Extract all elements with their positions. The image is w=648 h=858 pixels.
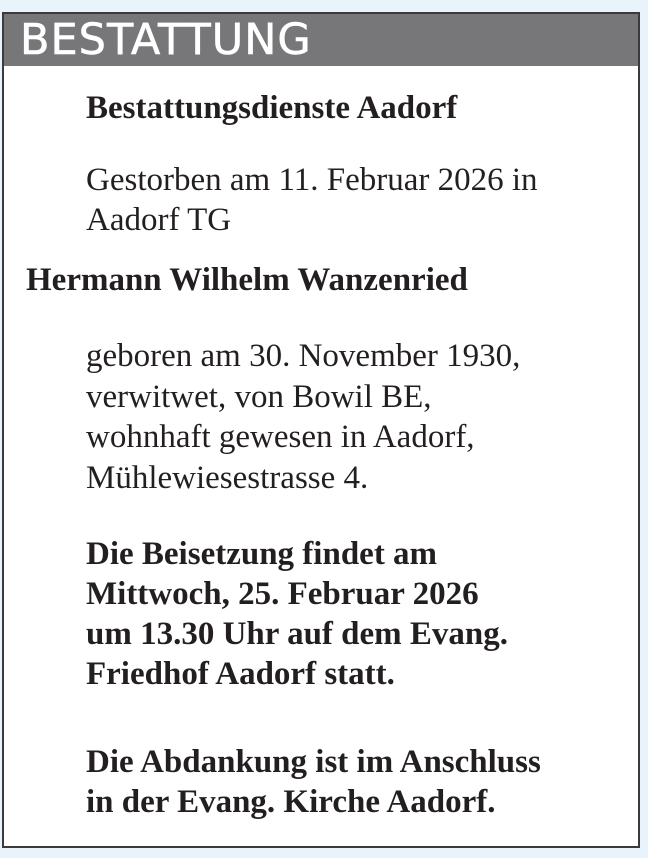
notice-category-title: BESTATTUNG — [20, 15, 312, 65]
burial-announcement: Die Beisetzung findet am Mittwoch, 25. Februar 2026 um 13.30 Uhr auf dem Evang. Friedhof Aadorf statt. — [86, 536, 509, 692]
obituary-notice — [2, 12, 640, 848]
personal-details: geboren am 30. November 1930, verwitwet, von Bowil BE, wohnhaft gewesen in Aadorf, Mühlewiesestrasse 4. — [86, 338, 521, 496]
funeral-service-provider: Bestattungsdienste Aadorf — [86, 90, 458, 126]
death-info: Gestorben am 11. Februar 2026 in Aadorf TG — [86, 162, 538, 238]
deceased-name: Hermann Wilhelm Wanzenried — [26, 262, 468, 298]
farewell-service-announcement: Die Abdankung ist im Anschluss in der Evang. Kirche Aadorf. — [86, 744, 541, 820]
header-bar — [4, 14, 638, 66]
